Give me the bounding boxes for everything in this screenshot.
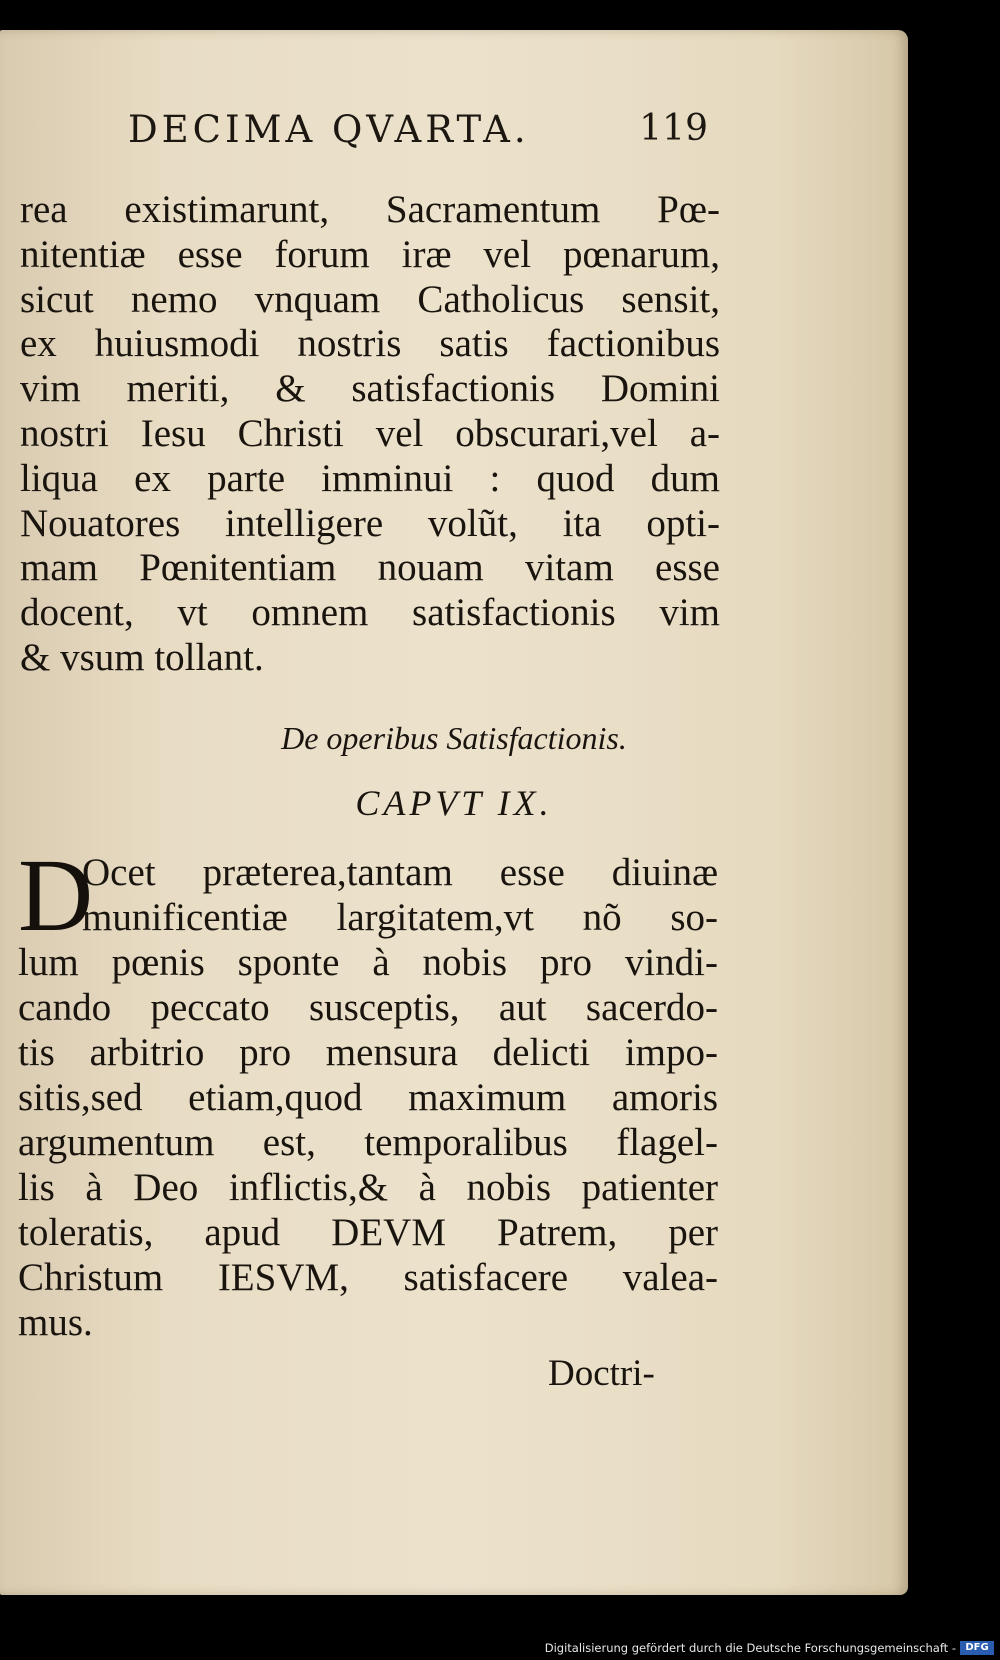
chapter-heading: CAPVT IX. xyxy=(355,783,553,823)
digitization-credit: Digitalisierung gefördert durch die Deutsche Forschungsgemeinschaft - xyxy=(544,1641,956,1655)
text-line: mus. xyxy=(18,1301,93,1344)
running-title: DECIMA QVARTA. xyxy=(128,108,530,151)
text-line: nostri Iesu Christi vel obscurari,vel a- xyxy=(20,411,720,455)
footer-bar xyxy=(0,1634,1000,1660)
text-line: nitentiæ esse forum iræ vel pœnarum, xyxy=(20,232,720,276)
text-line: munificentiæ largitatem,vt nõ so- xyxy=(82,896,718,939)
text-line: ex huiusmodi nostris satis factionibus xyxy=(20,322,720,366)
book-page xyxy=(0,30,908,1595)
section-subheading: De operibus Satisfactionis. xyxy=(281,720,627,756)
paragraph-1 xyxy=(20,188,720,681)
page-number: 119 xyxy=(639,108,708,149)
text-line: tis arbitrio pro mensura delicti impo- xyxy=(18,1031,718,1074)
text-line: mam Pœnitentiam nouam vitam esse xyxy=(20,546,720,590)
text-line: Ocet præterea,tantam esse diuinæ xyxy=(82,851,718,894)
paragraph-2 xyxy=(18,838,718,1345)
text-line: lum pœnis sponte à nobis pro vindi- xyxy=(18,941,718,984)
text-line: rea existimarunt, Sacramentum Pœ- xyxy=(20,188,720,231)
drop-cap: D xyxy=(18,838,94,953)
text-line: & vsum tollant. xyxy=(20,635,264,679)
text-line: Nouatores intelligere volũt, ita opti- xyxy=(20,501,720,545)
text-line: cando peccato susceptis, aut sacerdo- xyxy=(18,986,718,1029)
text-line: docent, vt omnem satisfactionis vim xyxy=(20,591,720,635)
text-line: argumentum est, temporalibus flagel- xyxy=(18,1121,718,1164)
text-line: sicut nemo vnquam Catholicus sensit, xyxy=(20,277,720,321)
catchword: Doctri- xyxy=(548,1353,655,1394)
dfg-logo-icon: DFG xyxy=(960,1641,994,1655)
text-line: sitis,sed etiam,quod maximum amoris xyxy=(18,1076,718,1119)
text-line: Christum IESVM, satisfacere valea- xyxy=(18,1256,718,1299)
text-line: liqua ex parte imminui : quod dum xyxy=(20,456,720,500)
text-line: vim meriti, & satisfactionis Domini xyxy=(20,367,720,411)
text-line: lis à Deo inflictis,& à nobis patienter xyxy=(18,1166,718,1209)
text-line: toleratis, apud DEVM Patrem, per xyxy=(18,1211,718,1254)
